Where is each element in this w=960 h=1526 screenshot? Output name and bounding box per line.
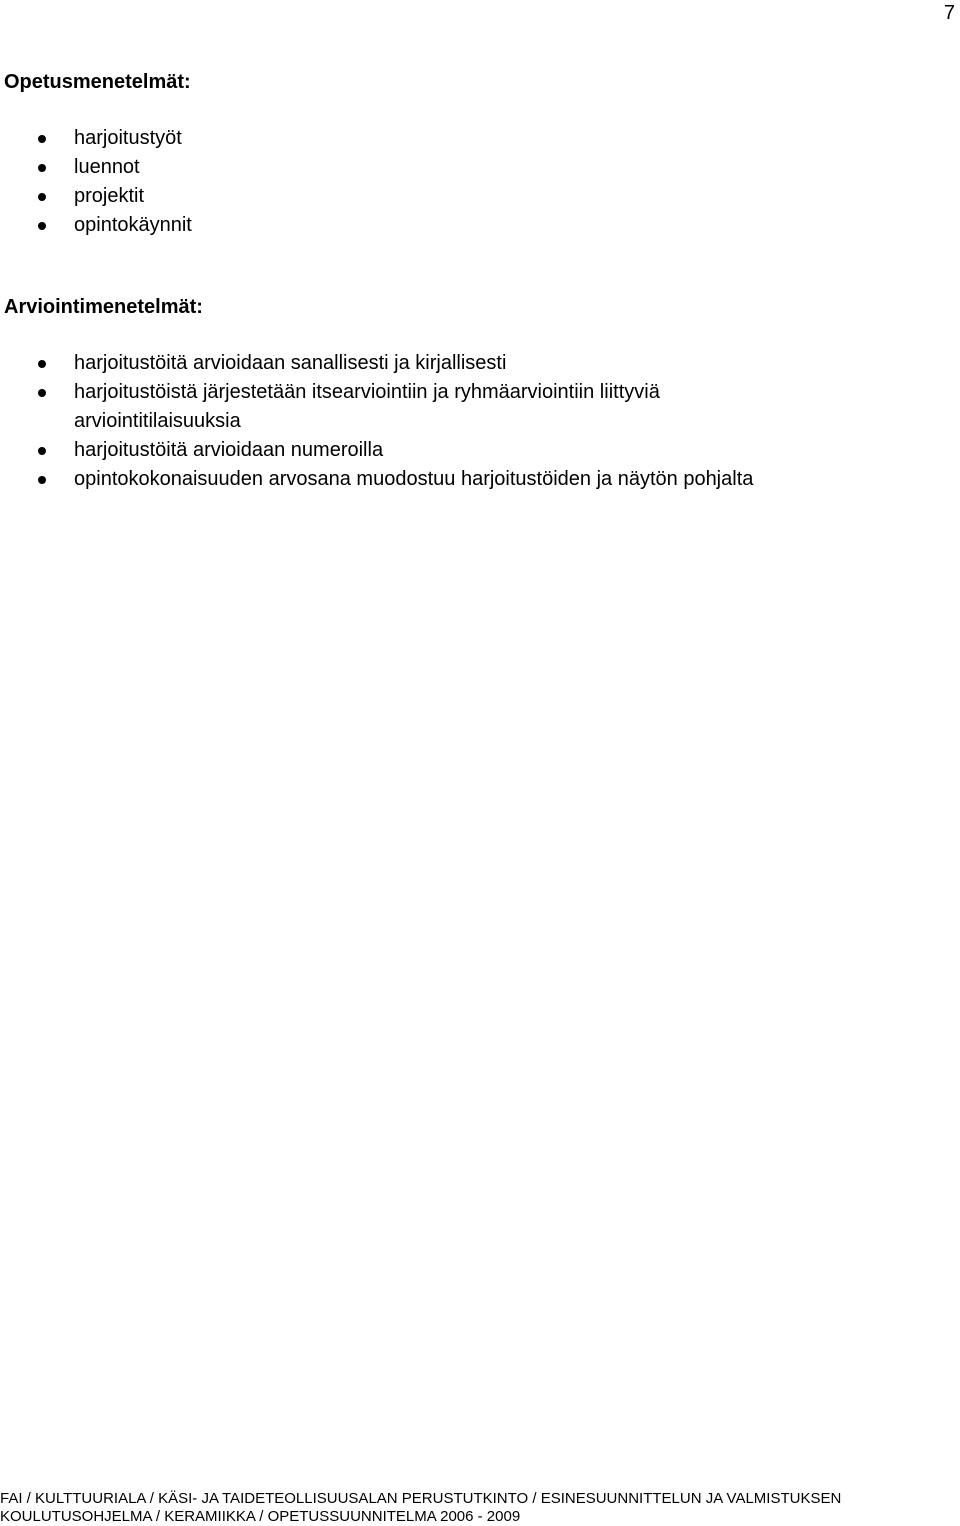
teaching-methods-heading: Opetusmenetelmät:: [4, 71, 191, 93]
page-number: 7: [943, 2, 955, 24]
bullet-icon: [38, 193, 46, 201]
list-item: [0, 378, 940, 436]
page-footer: [0, 1490, 960, 1526]
list-item-text: luennot: [74, 156, 140, 178]
bullet-icon: [38, 360, 46, 368]
footer-line-2: KOULUTUSOHJELMA / KERAMIIKKA / OPETUSSUUNNITELMA 2006 - 2009: [0, 1508, 521, 1525]
list-item-text: projektit: [74, 185, 145, 207]
bullet-icon: [38, 164, 46, 172]
bullet-icon: [38, 222, 46, 230]
bullet-icon: [38, 135, 46, 143]
list-item: [0, 436, 940, 465]
bullet-icon: [38, 476, 46, 484]
list-item: [0, 124, 940, 153]
list-item-text: opintokäynnit: [74, 214, 192, 236]
assessment-methods-list: [0, 349, 940, 494]
list-item: [0, 182, 940, 211]
list-item: [0, 349, 940, 378]
list-item: [0, 153, 940, 182]
teaching-methods-list: [0, 124, 940, 240]
assessment-methods-heading: Arviointimenetelmät:: [4, 296, 203, 318]
list-item-text: harjoitustöistä järjestetään itsearviointiin ja ryhmäarviointiin liittyviä arviointitilaisuuksia: [74, 381, 660, 432]
list-item-text: harjoitustöitä arvioidaan numeroilla: [74, 439, 384, 461]
list-item-text: harjoitustyöt: [74, 127, 182, 149]
list-item: [0, 465, 940, 494]
list-item: [0, 211, 940, 240]
bullet-icon: [38, 447, 46, 455]
list-item-text: harjoitustöitä arvioidaan sanallisesti ja kirjallisesti: [74, 352, 507, 374]
bullet-icon: [38, 389, 46, 397]
footer-line-1: FAI / KULTTUURIALA / KÄSI- JA TAIDETEOLLISUUSALAN PERUSTUTKINTO / ESINESUUNNITTELUN JA VALMISTUKSEN: [0, 1490, 842, 1507]
list-item-text: opintokokonaisuuden arvosana muodostuu harjoitustöiden ja näytön pohjalta: [74, 468, 754, 490]
